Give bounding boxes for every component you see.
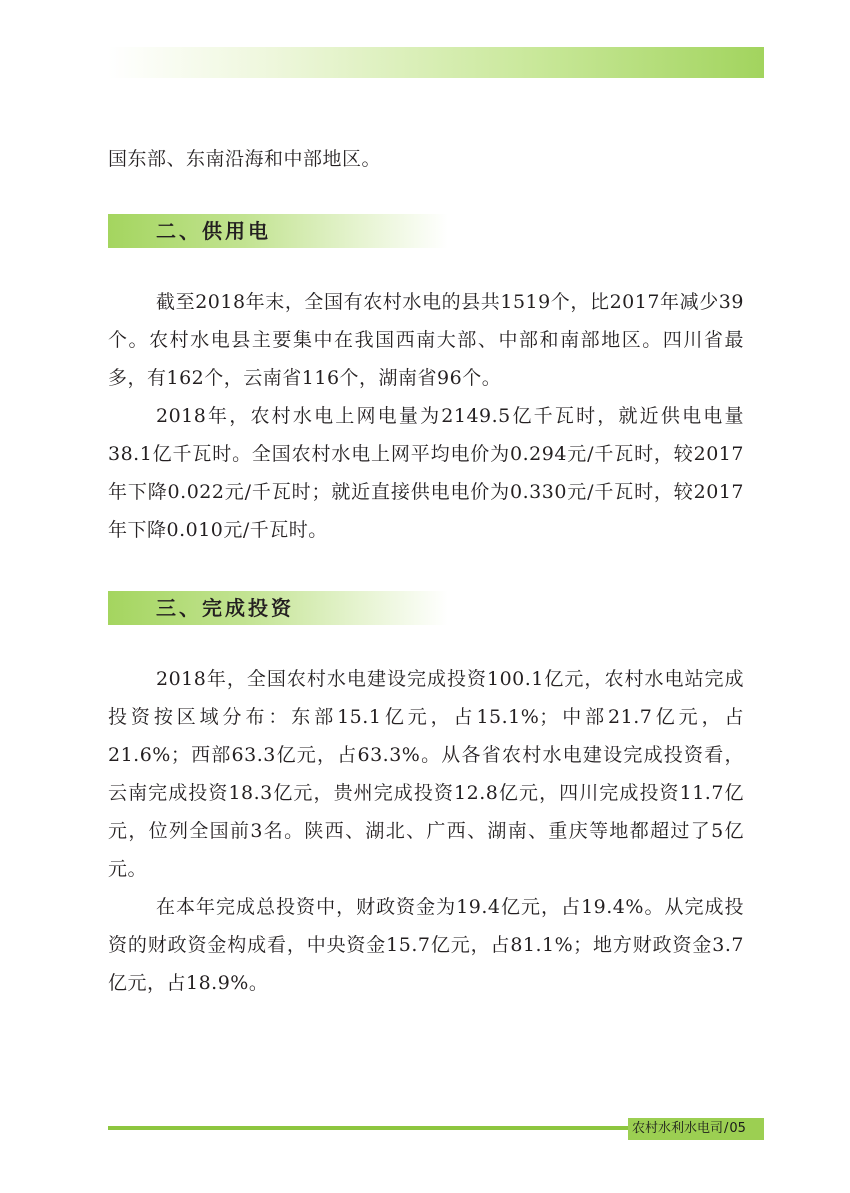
footer-page-label <box>628 1118 764 1140</box>
section-title-power-supply: 二、供用电 <box>156 219 271 243</box>
section-heading-bar <box>108 214 448 248</box>
paragraph-electricity: 2018年，农村水电上网电量为2149.5亿千瓦时，就近供电电量38.1亿千瓦时。全国农村水电上网平均电价为0.294元/千瓦时，较2017年下降0.022元/千瓦时；就近直接供电电价为0.330元/千瓦时，较2017年下降0.010元/千瓦时。 <box>108 405 744 541</box>
paragraph-continuation: 国东部、东南沿海和中部地区。 <box>108 148 382 170</box>
section-heading-bar <box>108 591 448 625</box>
paragraph-fiscal-funds: 在本年完成总投资中，财政资金为19.4亿元，占19.4%。从完成投资的财政资金构成看，中央资金15.7亿元，占81.1%；地方财政资金3.7亿元，占18.9%。 <box>108 896 744 994</box>
footer-department: 农村水利水电司 <box>632 1121 724 1136</box>
footer-separator: / <box>724 1121 729 1136</box>
section-title-investment: 三、完成投资 <box>156 596 294 620</box>
paragraph-investment: 2018年，全国农村水电建设完成投资100.1亿元，农村水电站完成投资按区域分布：东部15.1亿元，占15.1%；中部21.7亿元，占21.6%；西部63.3亿元，占63.3%。从各省农村水电建设完成投资看，云南完成投资18.3亿元，贵州完成投资12.8亿元，四川完成投资11.7亿元，位列全国前3名。陕西、湖北、广西、湖南、重庆等地都超过了5亿元。 <box>108 668 744 880</box>
page-number: 05 <box>729 1121 746 1136</box>
paragraph-county-count: 截至2018年末，全国有农村水电的县共1519个，比2017年减少39个。农村水电县主要集中在我国西南大部、中部和南部地区。四川省最多，有162个，云南省116个，湖南省96个。 <box>108 291 744 389</box>
header-decorative-band <box>108 47 764 78</box>
footer-divider-line <box>108 1126 628 1130</box>
